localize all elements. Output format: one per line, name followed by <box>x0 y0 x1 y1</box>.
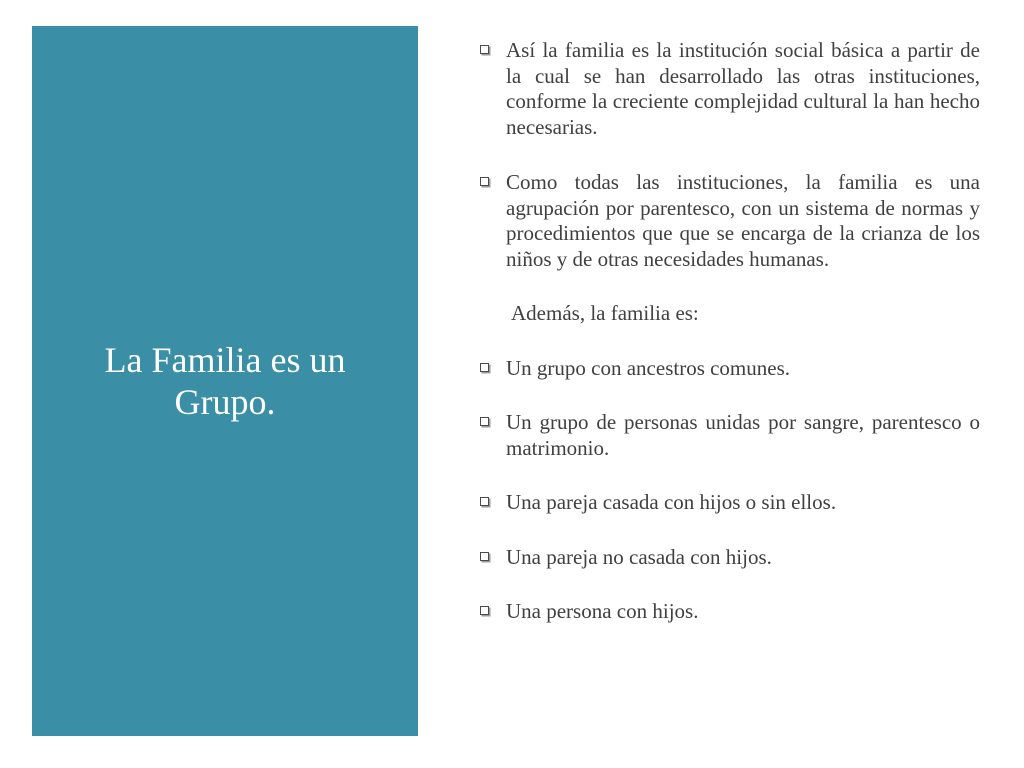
square-bullet-icon <box>480 497 489 506</box>
paragraph-item <box>478 170 980 272</box>
list-item <box>478 599 980 625</box>
square-bullet-icon <box>480 552 489 561</box>
slide-content <box>478 38 980 625</box>
list-item-text: Una pareja casada con hijos o sin ellos. <box>506 490 837 514</box>
list-item-text: Una pareja no casada con hijos. <box>506 544 772 569</box>
title-panel <box>32 26 418 736</box>
list-item-text: Una persona con hijos. <box>506 599 699 623</box>
square-bullet-icon <box>480 177 489 186</box>
intro-text: Además, la familia es: <box>511 301 699 325</box>
paragraph-text: Como todas las instituciones, la familia es una agrupación por parentesco, con un sistema de normas y procedimientos que que se encarga de la crianza de los niños y de otras necesidades humanas. <box>506 170 980 271</box>
list-item <box>478 490 980 516</box>
square-bullet-icon <box>480 45 489 54</box>
list-item-text: Un grupo con ancestros comunes. <box>506 355 791 380</box>
paragraph-item <box>478 38 980 140</box>
list-item <box>478 410 980 461</box>
square-bullet-icon <box>480 363 489 372</box>
list-item-text: Un grupo de personas unidas por sangre, parentesco o matrimonio. <box>506 410 980 460</box>
list-item <box>478 545 980 571</box>
list-item <box>478 356 980 382</box>
slide-title: La Familia es un Grupo. <box>104 340 346 422</box>
square-bullet-icon <box>480 417 489 426</box>
square-bullet-icon <box>480 606 489 615</box>
paragraph-text: Así la familia es la institución social básica a partir de la cual se han desarrollado las otras instituciones, conforme la creciente complejidad cultural la han hecho necesarias. <box>506 38 980 139</box>
